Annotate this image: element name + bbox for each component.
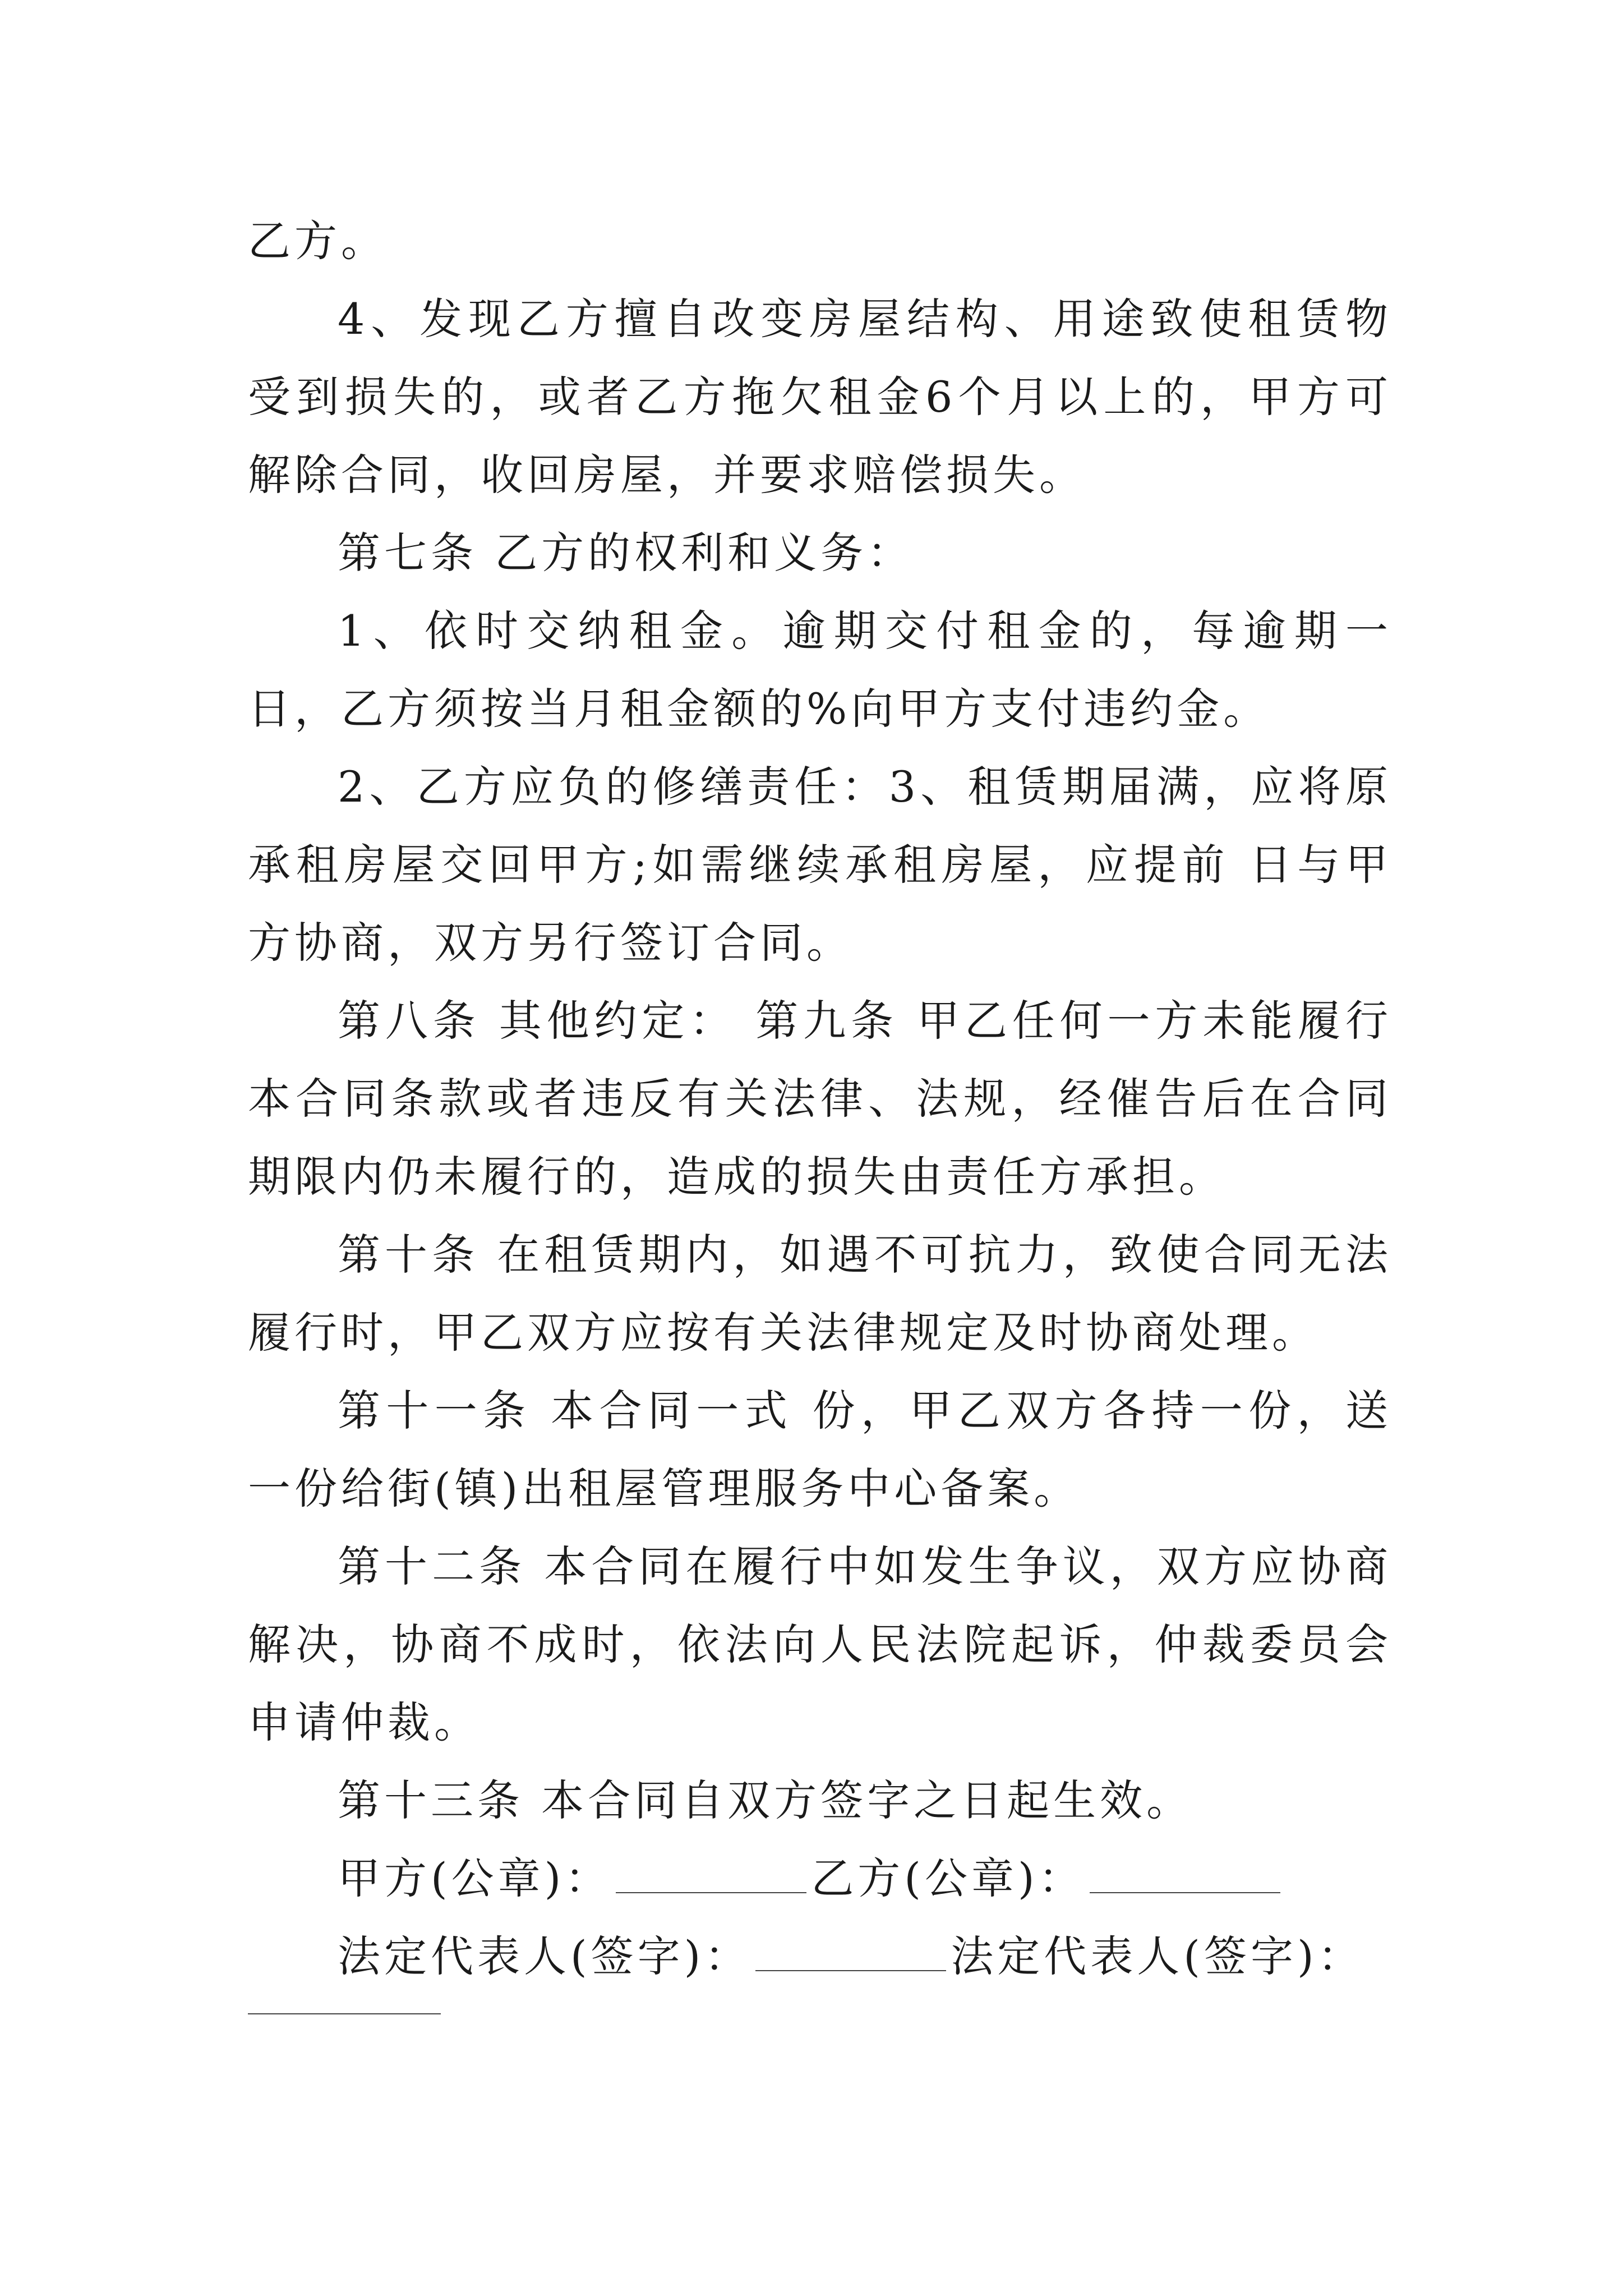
paragraph: 4、发现乙方擅自改变房屋结构、用途致使租赁物受到损失的，或者乙方拖欠租金6个月以上的，甲方可解除合同，收回房屋，并要求赔偿损失。 [248,294,1392,500]
seal-signature-line [248,1839,1392,1917]
party-b-seal-label: 乙方(公章)： [811,1853,1085,1903]
article-heading: 第七条 乙方的权利和义务： [338,528,914,578]
party-b-rep-blank[interactable] [248,2013,441,2014]
party-b-seal-blank[interactable] [1090,1858,1280,1893]
contract-body [248,202,1392,1995]
paragraph: 第十三条 本合同自双方签字之日起生效。 [338,1775,1193,1825]
party-a-rep-blank[interactable] [755,1936,946,1971]
paragraph: 第十条 在租赁期内，如遇不可抗力，致使合同无法履行时，甲乙双方应按有关法律规定及时协商处理。 [248,1230,1392,1358]
party-a-seal-label: 甲方(公章)： [338,1853,612,1903]
paragraph: 第十二条 本合同在履行中如发生争议，双方应协商解决，协商不成时，依法向人民法院起诉，仲裁委员会申请仲裁。 [248,1542,1392,1747]
party-a-seal-blank[interactable] [616,1858,806,1893]
paragraph: 第十一条 本合同一式 份，甲乙双方各持一份，送一份给街(镇)出租屋管理服务中心备案。 [248,1386,1392,1513]
paragraph: 1、依时交纳租金。逾期交付租金的，每逾期一日，乙方须按当月租金额的%向甲方支付违约金。 [248,606,1392,734]
paragraph: 乙方。 [248,216,388,266]
paragraph: 第八条 其他约定： 第九条 甲乙任何一方未能履行本合同条款或者违反有关法律、法规，经催告后在合同期限内仍未履行的，造成的损失由责任方承担。 [248,996,1392,1202]
paragraph: 2、乙方应负的修缮责任：3、租赁期届满，应将原承租房屋交回甲方;如需继续承租房屋，应提前 日与甲方协商，双方另行签订合同。 [248,762,1392,968]
representative-signature-line [248,1917,1392,1995]
party-b-rep-label: 法定代表人(签字)： [951,1931,1364,1981]
party-a-rep-label: 法定代表人(签字)： [338,1931,751,1981]
